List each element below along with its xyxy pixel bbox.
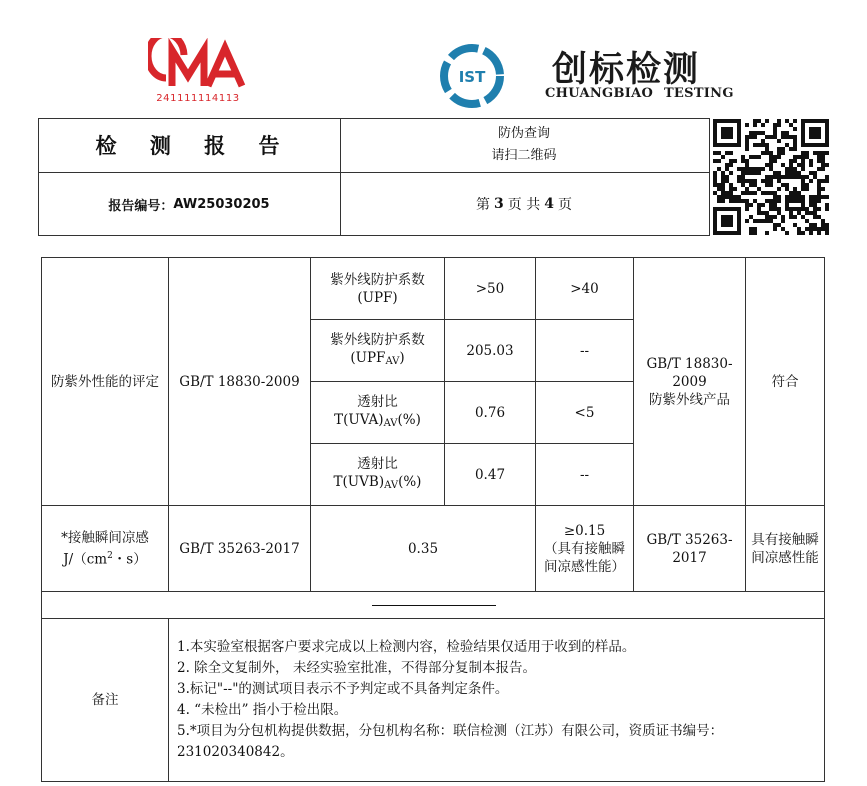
divider-line <box>372 605 496 606</box>
remark-line: 4. “未检出” 指小于检出限。 <box>177 702 348 718</box>
brand-name-en: CHUANGBIAO TESTING <box>545 86 734 101</box>
table-row <box>42 619 825 782</box>
uv-conclusion: 符合 <box>746 258 825 506</box>
remark-line: 3.标记"--"的测试项目表示不予判定或不具备判定条件。 <box>177 681 509 697</box>
uv-limit-uva: <5 <box>536 382 634 444</box>
brand-name-cn: 创标检测 <box>552 50 701 90</box>
remark-line: 2. 除全文复制外， 未经实验室批准，不得部分复制本报告。 <box>177 660 536 676</box>
uv-result-upf: >50 <box>445 258 536 320</box>
table-row <box>42 592 825 619</box>
anti-fake-query <box>340 118 708 172</box>
ist-logo <box>440 38 504 112</box>
uv-result-uvb: 0.47 <box>445 444 536 506</box>
report-number-value: AW25030205 <box>173 196 270 212</box>
cool-method: GB/T 35263-2017 <box>169 506 311 592</box>
remark-line: 5.*项目为分包机构提供数据，分包机构名称：联信检测（江苏）有限公司，资质证书编号：231020340842。 <box>177 723 724 760</box>
cool-conclusion: 具有接触瞬 间凉感性能 <box>746 506 825 592</box>
report-number-label: 报告编号： <box>108 198 174 214</box>
remarks-label: 备注 <box>42 619 169 782</box>
qr-code[interactable] <box>710 118 832 236</box>
report-title: 检 测 报 告 <box>95 134 293 158</box>
anti-fake-line2: 请扫二维码 <box>491 148 557 163</box>
anti-fake-line1: 防伪查询 <box>497 126 550 141</box>
uv-param-uvb: 透射比 $T(UVB)_{AV}(\%)$ <box>311 444 445 506</box>
remark-line: 1.本实验室根据客户要求完成以上检测内容，检验结果仅适用于收到的样品。 <box>177 639 636 655</box>
page-mid: 页 共 <box>507 197 541 213</box>
test-results-table <box>41 257 825 782</box>
uv-result-uva: 0.76 <box>445 382 536 444</box>
uv-item: 防紫外性能的评定 <box>42 258 169 506</box>
page-prefix: 第 <box>476 197 491 213</box>
uv-limit-upf-av: -- <box>536 320 634 382</box>
uv-param-upf: 紫外线防护系数 (UPF) <box>311 258 445 320</box>
uv-limit-uvb: -- <box>536 444 634 506</box>
uv-result-upf-av: 205.03 <box>445 320 536 382</box>
page-total: 4 <box>544 196 554 212</box>
end-of-results-divider <box>42 592 825 619</box>
uv-param-uva: 透射比 $T(UVA)_{AV}(\%)$ <box>311 382 445 444</box>
cool-limit: ≥0.15 （具有接触瞬 间凉感性能） <box>536 506 634 592</box>
table-row <box>42 258 825 320</box>
cma-certificate-number: 241111114113 <box>156 93 240 104</box>
uv-standard: GB/T 18830-2009 防紫外线产品 <box>634 258 746 506</box>
cool-standard: GB/T 35263-2017 <box>634 506 746 592</box>
cool-result: 0.35 <box>311 506 536 592</box>
uv-limit-upf: >40 <box>536 258 634 320</box>
svg-text:IST: IST <box>458 68 486 86</box>
page-current: 3 <box>494 196 504 212</box>
page-suffix: 页 <box>557 197 572 213</box>
uv-param-upf-av: 紫外线防护系数 $(UPF_{AV})$ <box>311 320 445 382</box>
report-number <box>38 172 340 236</box>
uv-method: GB/T 18830-2009 <box>169 258 311 506</box>
remarks-content <box>169 619 825 782</box>
table-row <box>42 506 825 592</box>
page-indicator <box>340 172 708 236</box>
cool-item: *接触瞬间凉感 $J/(cm^2$・s） <box>42 506 169 592</box>
